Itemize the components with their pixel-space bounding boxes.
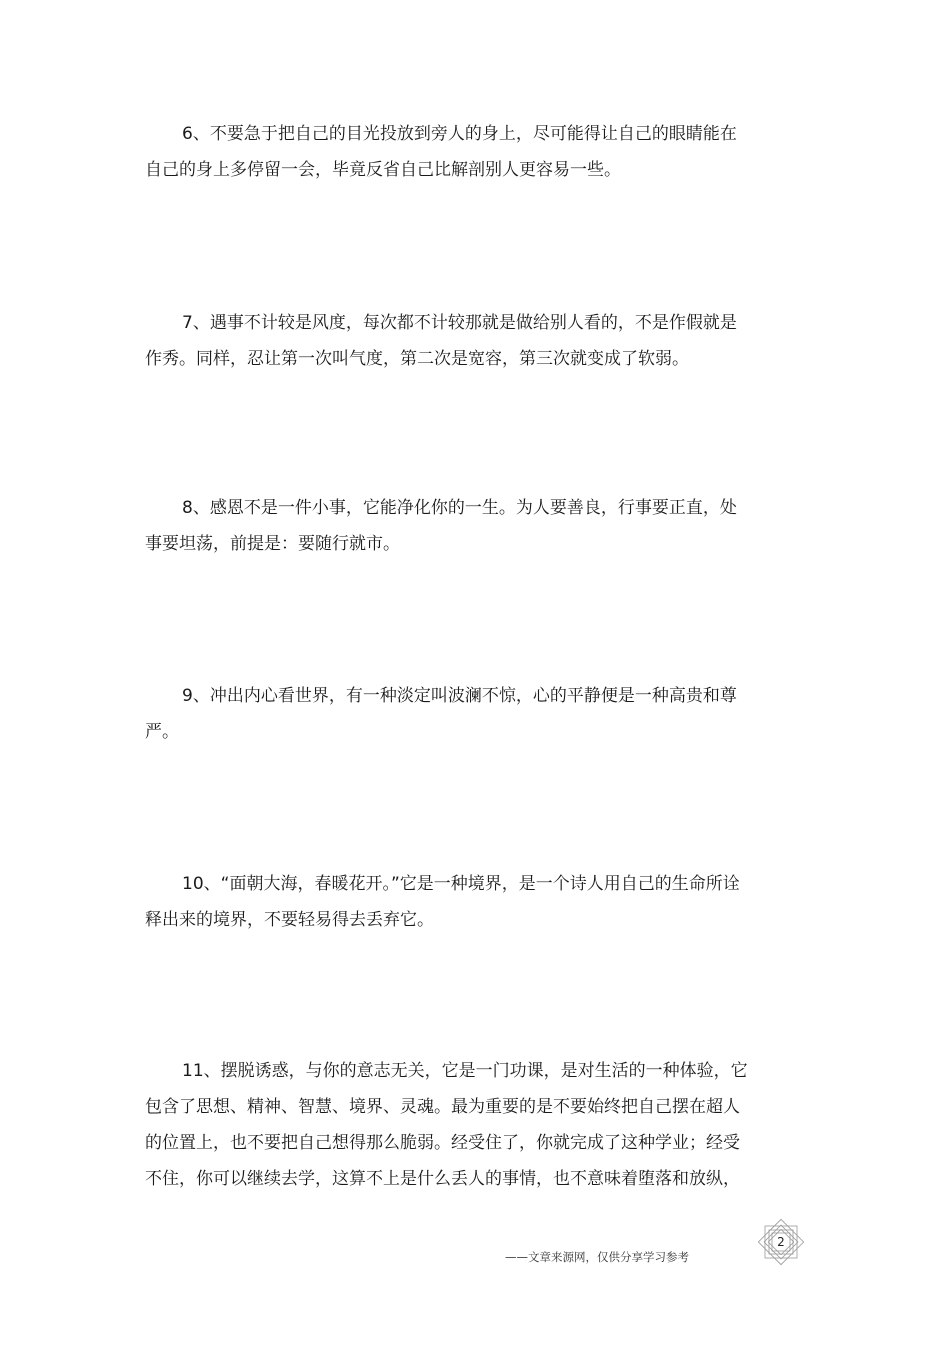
paragraph-line: 事要坦荡，前提是：要随行就市。 [145, 534, 400, 554]
paragraph-line: 释出来的境界，不要轻易得去丢弃它。 [145, 910, 434, 930]
paragraph-line: 10、“面朝大海，春暖花开。”它是一种境界，是一个诗人用自己的生命所诠 [182, 874, 740, 894]
paragraph-line: 11、摆脱诱惑，与你的意志无关，它是一门功课，是对生活的一种体验，它 [182, 1061, 748, 1081]
paragraph-line: 8、感恩不是一件小事，它能净化你的一生。为人要善良，行事要正直，处 [182, 498, 737, 518]
page-number-badge [757, 1218, 805, 1266]
page-number: 2 [777, 1235, 785, 1249]
paragraph-line: 9、冲出内心看世界，有一种淡定叫波澜不惊，心的平静便是一种高贵和尊 [182, 686, 737, 706]
paragraph-line: 不住，你可以继续去学，这算不上是什么丢人的事情，也不意味着堕落和放纵， [145, 1169, 740, 1189]
paragraph-line: 自己的身上多停留一会，毕竟反省自己比解剖别人更容易一些。 [145, 160, 621, 180]
paragraph-line: 包含了思想、精神、智慧、境界、灵魂。最为重要的是不要始终把自己摆在超人 [145, 1097, 740, 1117]
paragraph-6 [145, 116, 785, 188]
paragraph-8 [145, 490, 785, 562]
paragraph-11 [145, 1053, 785, 1197]
paragraph-line: 的位置上，也不要把自己想得那么脆弱。经受住了，你就完成了这种学业；经受 [145, 1133, 740, 1153]
paragraph-line: 7、遇事不计较是风度，每次都不计较那就是做给别人看的，不是作假就是 [182, 313, 737, 333]
paragraph-line: 6、不要急于把自己的目光投放到旁人的身上，尽可能得让自己的眼睛能在 [182, 124, 737, 144]
paragraph-10 [145, 866, 785, 938]
footer-source-note: ——文章来源网，仅供分享学习参考 [505, 1250, 689, 1264]
paragraph-line: 严。 [145, 722, 179, 742]
paragraph-line: 作秀。同样，忍让第一次叫气度，第二次是宽容，第三次就变成了软弱。 [145, 349, 689, 369]
paragraph-9 [145, 678, 785, 750]
paragraph-7 [145, 305, 785, 377]
